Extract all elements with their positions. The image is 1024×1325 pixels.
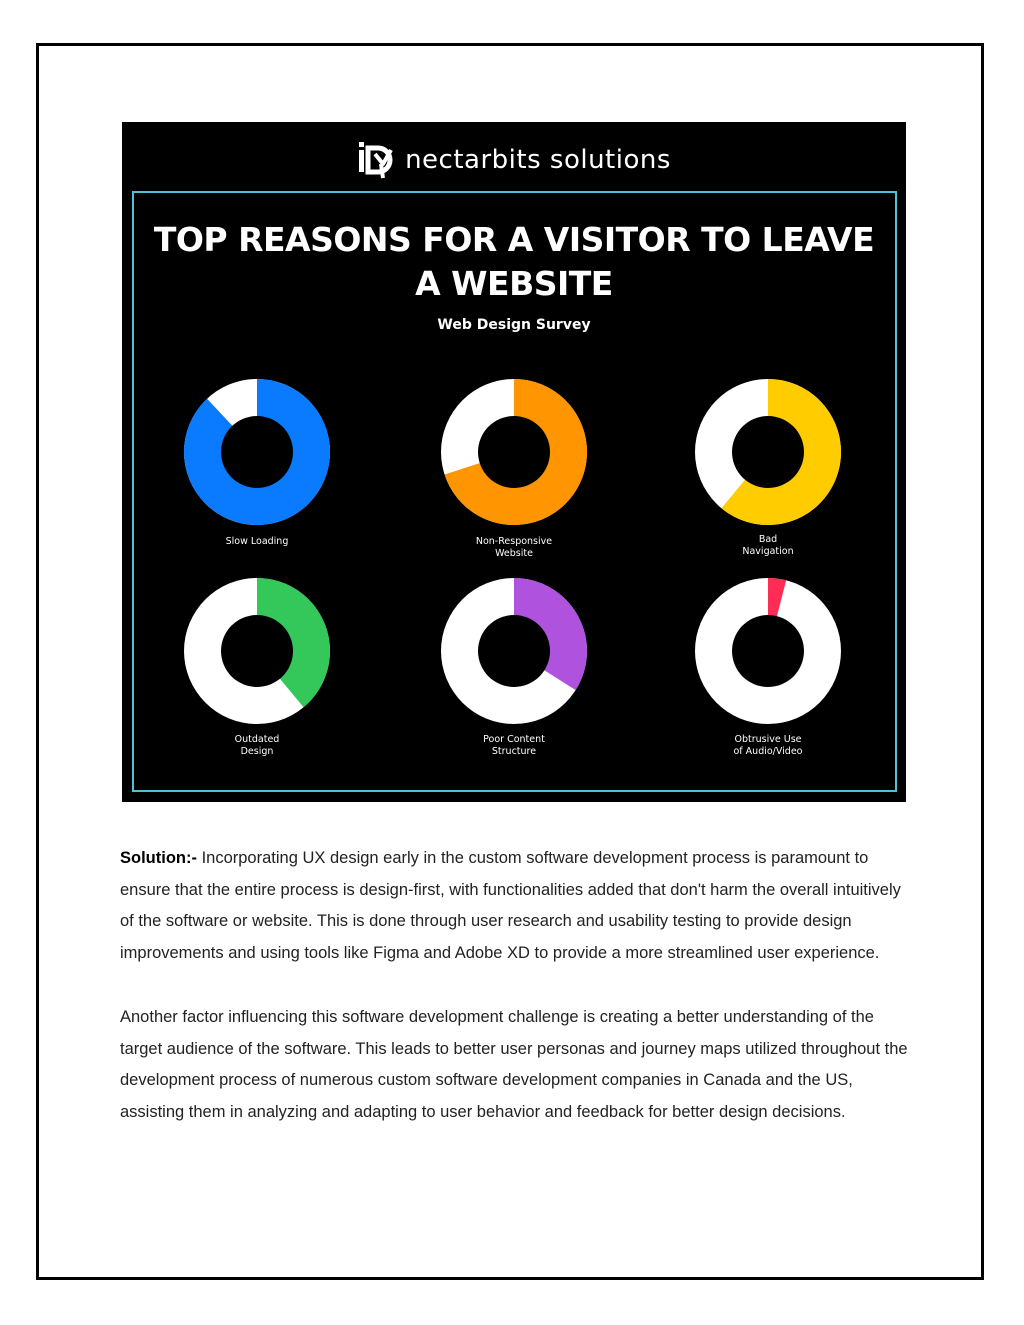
donut-4 bbox=[184, 578, 330, 724]
donut-label bbox=[688, 734, 848, 758]
nectarbits-logo-icon bbox=[357, 140, 395, 180]
solution-lead: Solution:- bbox=[120, 849, 197, 867]
donut-label bbox=[177, 536, 337, 548]
donut-label bbox=[434, 734, 594, 758]
donut-label-line: Navigation bbox=[742, 546, 794, 557]
donut-hole bbox=[732, 416, 804, 488]
donut-hole bbox=[221, 416, 293, 488]
solution-paragraph bbox=[120, 843, 910, 970]
donut-6 bbox=[695, 578, 841, 724]
donut-3 bbox=[695, 379, 841, 525]
donut-label-line: Outdated bbox=[234, 734, 280, 745]
donut-label-line: Website bbox=[495, 548, 533, 559]
donut-1 bbox=[184, 379, 330, 525]
target-audience-paragraph: Another factor influencing this software development challenge is creating a better understanding of the target audience of the software. This leads to better user personas and journey maps utilized throughout the development process of numerous custom software development companies in Canada and the US, assisting them in analyzing and adapting to user behavior and feedback for better design decisions. bbox=[120, 1007, 908, 1121]
donut-label-line: Bad bbox=[758, 534, 778, 545]
donut-label-line: Design bbox=[240, 746, 274, 757]
donut-label-line: Poor Content bbox=[483, 734, 545, 745]
donut-label-line: of Audio/Video bbox=[733, 746, 803, 757]
brand-name: nectarbits solutions bbox=[405, 145, 671, 175]
infographic-subtitle: Web Design Survey bbox=[437, 317, 591, 333]
donut-label bbox=[688, 534, 848, 558]
survey-infographic bbox=[122, 122, 906, 802]
donut-hole bbox=[478, 416, 550, 488]
title-line-2: A WEBSITE bbox=[415, 264, 613, 303]
donut-label bbox=[177, 734, 337, 758]
article-body bbox=[120, 843, 910, 1161]
title-line-1: TOP REASONS FOR A VISITOR TO LEAVE bbox=[153, 220, 875, 259]
solution-text: Incorporating UX design early in the custom software development process is paramount to ensure that the entire process is design-first, with functionalities added that don't harm the overall intuitively of the software or website. This is done through user research and usability testing to provide design improvements and using tools like Figma and Adobe XD to provide a more streamlined user experience. bbox=[120, 849, 901, 963]
donut-2 bbox=[441, 379, 587, 525]
donut-label-line: Structure bbox=[491, 746, 537, 757]
donut-hole bbox=[221, 615, 293, 687]
donut-label-line: Obtrusive Use bbox=[734, 734, 802, 745]
donut-5 bbox=[441, 578, 587, 724]
infographic-title bbox=[122, 218, 906, 306]
donut-label-line: Non-Responsive bbox=[475, 536, 553, 547]
donut-label-line: Slow Loading bbox=[225, 536, 289, 547]
donut-label bbox=[434, 536, 594, 560]
donut-hole bbox=[732, 615, 804, 687]
brand-logo bbox=[122, 138, 906, 182]
donut-hole bbox=[478, 615, 550, 687]
